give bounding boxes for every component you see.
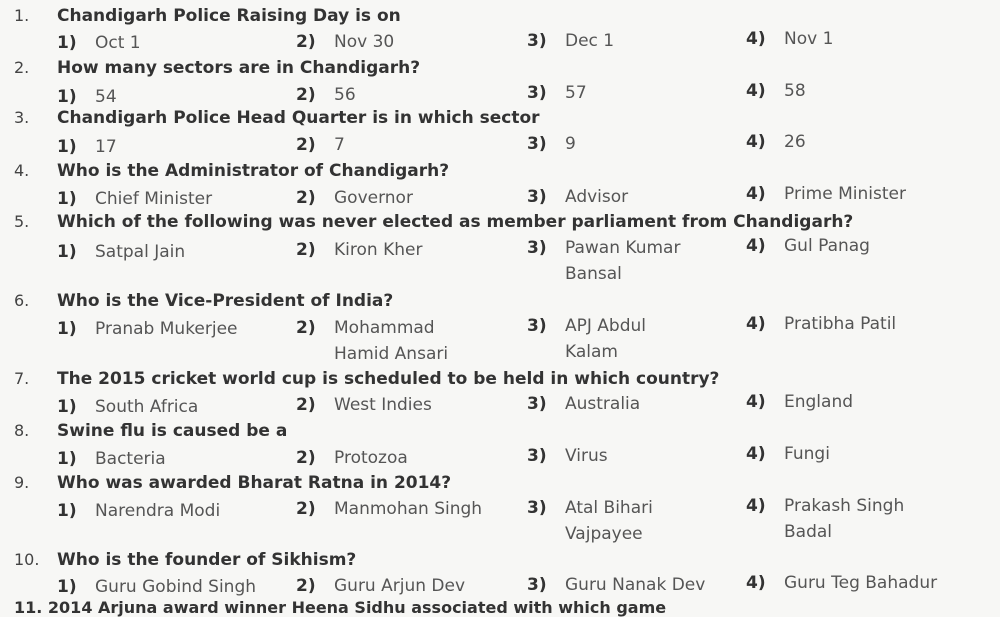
option-text: Fungi (784, 444, 830, 464)
option-text: South Africa (95, 397, 199, 417)
option-text: Guru Nanak Dev (565, 575, 706, 595)
option-number: 3) (527, 134, 547, 154)
option-text: Kiron Kher (334, 240, 423, 260)
option-number: 1) (57, 33, 77, 53)
option-text: 7 (334, 135, 345, 155)
option-text-continued: Vajpayee (565, 524, 643, 544)
option-number: 3) (527, 83, 547, 103)
option-number: 1) (57, 87, 77, 107)
option-number: 4) (746, 573, 766, 593)
option-text: Pratibha Patil (784, 314, 897, 334)
question-text: Who is the Vice-President of India? (57, 291, 394, 311)
option-number: 4) (746, 236, 766, 256)
question-number: 8. (14, 421, 30, 440)
option-text: Guru Arjun Dev (334, 576, 466, 596)
question-number: 6. (14, 291, 30, 310)
option-text: 9 (565, 134, 576, 154)
question-text: Who was awarded Bharat Ratna in 2014? (57, 473, 452, 493)
option-number: 4) (746, 184, 766, 204)
option-text: APJ Abdul (565, 316, 647, 336)
option-text: Guru Teg Bahadur (784, 573, 938, 593)
option-text: 26 (784, 132, 806, 152)
option-text: Protozoa (334, 448, 408, 468)
option-number: 1) (57, 577, 77, 597)
option-text: Mohammad (334, 318, 435, 338)
option-number: 3) (527, 31, 547, 51)
option-number: 1) (57, 449, 77, 469)
question-text: Chandigarh Police Head Quarter is in which sector (57, 108, 540, 128)
option-text-continued: Hamid Ansari (334, 344, 449, 364)
option-text: Gul Panag (784, 236, 870, 256)
question-number: 2. (14, 58, 30, 77)
option-text: Oct 1 (95, 33, 141, 53)
option-text: 17 (95, 137, 117, 157)
option-number: 1) (57, 501, 77, 521)
question-text: Swine flu is caused be a (57, 421, 288, 441)
question-number: 9. (14, 473, 30, 492)
option-text: Australia (565, 394, 641, 414)
option-number: 3) (527, 238, 547, 258)
option-number: 2) (296, 318, 316, 338)
question-number: 10. (14, 550, 40, 569)
option-text: Pranab Mukerjee (95, 319, 238, 339)
question-text: Which of the following was never elected as member parliament from Chandigarh? (57, 212, 854, 232)
option-number: 2) (296, 576, 316, 596)
option-number: 1) (57, 137, 77, 157)
question-11-partial: 11. 2014 Arjuna award winner Heena Sidhu associated with which game (14, 598, 667, 617)
option-number: 2) (296, 395, 316, 415)
option-text: 54 (95, 87, 117, 107)
option-number: 2) (296, 85, 316, 105)
option-text: Nov 30 (334, 32, 395, 52)
option-text: Chief Minister (95, 189, 213, 209)
option-text: Guru Gobind Singh (95, 577, 257, 597)
option-number: 3) (527, 498, 547, 518)
question-number: 4. (14, 161, 30, 180)
option-number: 2) (296, 448, 316, 468)
option-text-continued: Badal (784, 522, 833, 542)
option-text: West Indies (334, 395, 432, 415)
option-number: 4) (746, 81, 766, 101)
option-number: 3) (527, 446, 547, 466)
question-number: 1. (14, 6, 30, 25)
question-number: 7. (14, 369, 30, 388)
question-text: The 2015 cricket world cup is scheduled to be held in which country? (57, 369, 720, 389)
option-number: 4) (746, 29, 766, 49)
option-number: 1) (57, 397, 77, 417)
option-text: Advisor (565, 187, 629, 207)
option-text: England (784, 392, 854, 412)
option-number: 2) (296, 32, 316, 52)
option-text: Atal Bihari (565, 498, 653, 518)
option-text-continued: Bansal (565, 264, 622, 284)
question-text: Who is the Administrator of Chandigarh? (57, 161, 450, 181)
question-text: Who is the founder of Sikhism? (57, 550, 357, 570)
option-text: Virus (565, 446, 608, 466)
option-text: Dec 1 (565, 31, 615, 51)
option-number: 3) (527, 394, 547, 414)
option-number: 2) (296, 240, 316, 260)
option-text: Satpal Jain (95, 242, 186, 262)
option-number: 1) (57, 319, 77, 339)
option-number: 4) (746, 314, 766, 334)
option-text: 56 (334, 85, 356, 105)
option-number: 4) (746, 444, 766, 464)
option-number: 2) (296, 135, 316, 155)
option-text: Prime Minister (784, 184, 906, 204)
question-text: Chandigarh Police Raising Day is on (57, 6, 401, 26)
option-number: 4) (746, 132, 766, 152)
option-number: 3) (527, 187, 547, 207)
option-number: 3) (527, 316, 547, 336)
option-text: 57 (565, 83, 587, 103)
option-number: 2) (296, 499, 316, 519)
option-text: Governor (334, 188, 413, 208)
question-text: How many sectors are in Chandigarh? (57, 58, 421, 78)
option-text: Narendra Modi (95, 501, 221, 521)
option-text: Prakash Singh (784, 496, 905, 516)
option-number: 1) (57, 242, 77, 262)
option-number: 1) (57, 189, 77, 209)
option-text: Nov 1 (784, 29, 834, 49)
option-number: 4) (746, 496, 766, 516)
option-number: 3) (527, 575, 547, 595)
option-number: 4) (746, 392, 766, 412)
option-text-continued: Kalam (565, 342, 618, 362)
option-text: Bacteria (95, 449, 166, 469)
question-number: 5. (14, 212, 30, 231)
option-text: Pawan Kumar (565, 238, 681, 258)
option-number: 2) (296, 188, 316, 208)
question-number: 3. (14, 108, 30, 127)
option-text: Manmohan Singh (334, 499, 483, 519)
option-text: 58 (784, 81, 806, 101)
